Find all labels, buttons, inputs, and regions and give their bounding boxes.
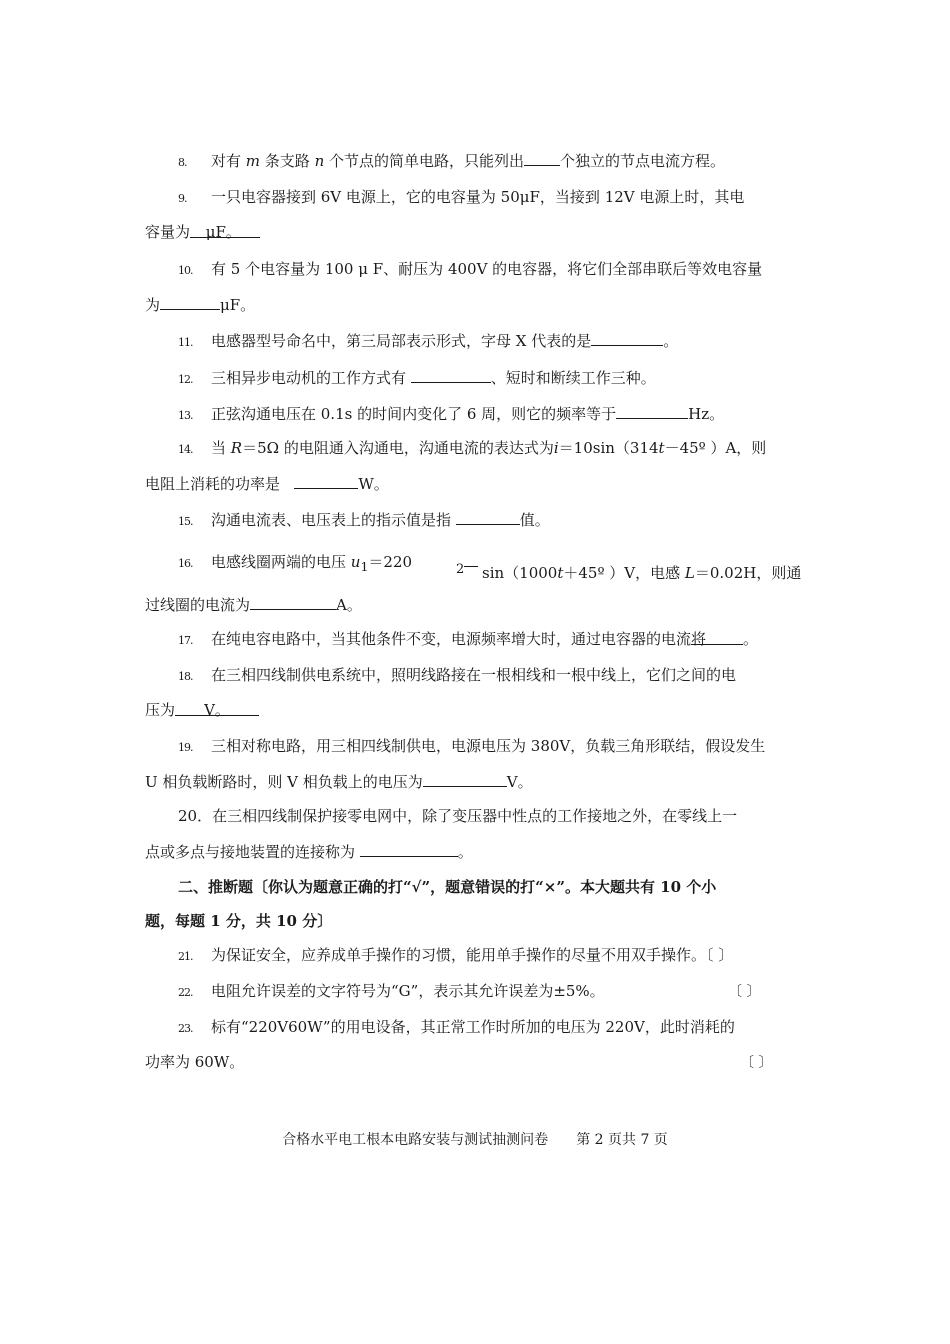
question-11: 11. 电感器型号命名中，第三局部表示形式，字母 X 代表的是 。 — [178, 330, 848, 353]
question-number: 16. — [178, 557, 193, 570]
question-14-line-2: 电阻上消耗的功率是 W。 — [145, 475, 389, 493]
answer-blank — [360, 841, 458, 857]
answer-blank — [160, 294, 220, 310]
page-number: 第 2 页共 7 页 — [576, 1132, 668, 1148]
question-number: 9. — [178, 192, 187, 205]
question-number: 20． — [178, 807, 213, 825]
answer-blank — [456, 509, 520, 525]
question-16-expression: sin（1000t＋45º ）V，电感 L＝0.02H，则通 — [482, 564, 802, 582]
question-number: 22. — [178, 986, 193, 999]
question-19-line-2: U 相负载断路时，则 V 相负载上的电压为 V。 — [145, 773, 533, 791]
answer-blank — [411, 367, 491, 383]
question-number: 15. — [178, 515, 193, 528]
answer-blank — [250, 594, 336, 610]
question-20: 20．在三相四线制保护接零电网中，除了变压器中性点的工作接地之外，在零线上一 — [178, 807, 738, 825]
page-footer — [0, 1130, 950, 1150]
question-number: 17. — [178, 634, 193, 647]
question-number: 19. — [178, 741, 193, 754]
question-22: 22. 电阻允许误差的文字符号为“G”，表示其允许误差为±5%。 — [178, 981, 848, 1003]
question-number: 21. — [178, 950, 193, 963]
answer-blank: μF。 — [190, 222, 260, 238]
question-number: 11. — [178, 336, 193, 349]
question-16: 16. 电感线圈两端的电压 $u_1=220$ — [178, 553, 413, 574]
footer-title: 合格水平电工根本电路安装与测试抽测问卷 — [282, 1132, 549, 1148]
question-19: 19. 三相对称电路，用三相四线制供电，电源电压为 380V，负载三角形联结，假设发生 — [178, 736, 848, 758]
question-12: 12. 三相异步电动机的工作方式有 、短时和断续工作三种。 — [178, 367, 848, 390]
answer-blank — [423, 771, 507, 787]
question-20-line-2: 点或多点与接地装置的连接称为 。 — [145, 843, 473, 861]
question-18-line-2: 压为 V。 — [145, 700, 815, 720]
question-17: 17. 在纯电容电路中，当其他条件不变，电源频率增大时，通过电容器的电流将 。 — [178, 629, 848, 651]
square-root-sign: 2 — [456, 562, 478, 577]
answer-blank: V。 — [175, 700, 259, 716]
answer-blank — [616, 403, 688, 419]
question-23-line-2: 功率为 60W。 — [145, 1053, 245, 1071]
question-number: 13. — [178, 409, 193, 422]
question-9-line-2: 容量为 μF。 — [145, 222, 815, 242]
answer-blank: 将 — [691, 629, 743, 645]
answer-blank — [591, 330, 663, 346]
question-14: 14. 当 R＝5Ω 的电阻通入沟通电，沟通电流的表达式为i＝10sin（314t－45º ）A，则 — [178, 438, 848, 460]
section-2-heading-line-2: 题，每题 1 分，共 10 分〕 — [145, 912, 333, 930]
question-10-line-2: 为 μF。 — [145, 296, 256, 314]
answer-blank — [294, 473, 358, 489]
question-13: 13. 正弦沟通电压在 0.1s 的时间内变化了 6 周，则它的频率等于 Hz。 — [178, 403, 848, 426]
question-23: 23. 标有“220V60W”的用电设备，其正常工作时所加的电压为 220V，此时消耗的 — [178, 1017, 848, 1039]
question-9: 9. 一只电容器接到 6V 电源上，它的电容量为 50μF，当接到 12V 电源上时，其电 — [178, 187, 848, 209]
section-2-heading: 二、推断题〔你认为题意正确的打“√”，题意错误的打“×”。本大题共有 10 个小 — [178, 878, 717, 896]
question-number: 18. — [178, 670, 193, 683]
question-number: 23. — [178, 1022, 193, 1035]
question-10: 10. 有 5 个电容量为 100 μ F、耐压为 400V 的电容器，将它们全部串联后等效电容量 — [178, 259, 848, 281]
question-8: 8. 对有 m 条支路 n 个节点的简单电路，只能列出 个独立的节点电流方程。 — [178, 150, 848, 173]
question-16-line-2: 过线圈的电流为 A。 — [145, 596, 362, 614]
question-18: 18. 在三相四线制供电系统中，照明线路接在一根相线和一根中线上，它们之间的电 — [178, 665, 848, 687]
question-number: 12. — [178, 373, 193, 386]
question-number: 8. — [178, 156, 187, 169]
answer-parentheses: 〔 〕 — [728, 984, 761, 1000]
answer-parentheses: 〔 〕 — [740, 1055, 773, 1071]
question-15: 15. 沟通电流表、电压表上的指示值是指 值。 — [178, 509, 848, 532]
question-number: 10. — [178, 264, 193, 277]
answer-blank — [524, 150, 560, 166]
question-number: 14. — [178, 443, 193, 456]
question-21: 21. 为保证安全，应养成单手操作的习惯，能用单手操作的尽量不用双手操作。〔 〕 — [178, 945, 848, 967]
